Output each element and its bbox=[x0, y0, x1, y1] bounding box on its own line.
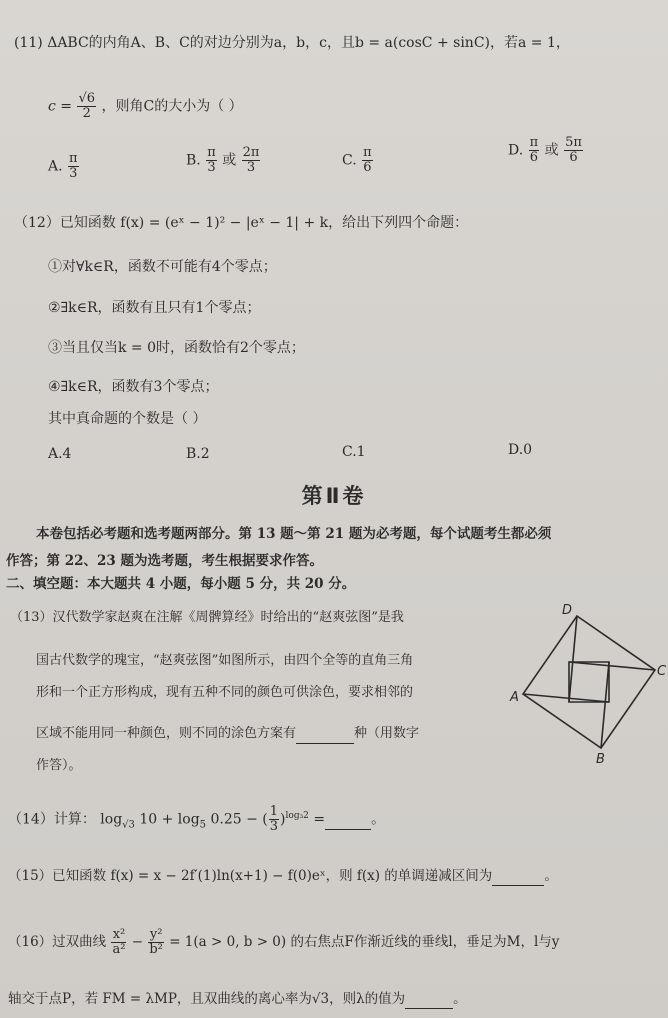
q16-answer-blank[interactable] bbox=[405, 990, 453, 1009]
q16-line1 bbox=[8, 928, 559, 957]
q11-opt-c-den: 6 bbox=[363, 160, 372, 175]
q14-base1: √3 bbox=[122, 819, 135, 831]
section-intro-line2: 作答；第 22、23 题为选考题，考生根据要求作答。 bbox=[6, 553, 323, 569]
q16-frac-y bbox=[148, 928, 164, 957]
inner-line-d bbox=[569, 616, 577, 702]
q14-frac bbox=[269, 805, 279, 834]
q11-option-b-frac1 bbox=[206, 146, 217, 175]
q14-equals: = bbox=[308, 811, 326, 828]
inner-line-b bbox=[601, 662, 609, 748]
q11-option-b-or: 或 bbox=[222, 152, 237, 169]
q12-option-a: A.4 bbox=[48, 446, 72, 462]
q11-stem-a: ΔABC的内角A、B、C的对边分别为a，b，c，且b = a(cosC + sinC)，若a = 1， bbox=[47, 35, 570, 51]
q16-prefix: （16）过双曲线 bbox=[8, 934, 107, 950]
q15-answer-blank[interactable] bbox=[492, 867, 544, 886]
q11-opt-d-den1: 6 bbox=[529, 150, 539, 165]
q11-opt-d-num2: 5π bbox=[565, 135, 582, 150]
q11-opt-b-den1: 3 bbox=[207, 160, 216, 175]
q16-frac-x-den: a² bbox=[112, 942, 126, 957]
fig-label-b: B bbox=[596, 752, 605, 767]
q16-mid: = 1(a > 0, b > 0) 的右焦点F作渐近线的垂线l，垂足为M，l与y bbox=[169, 934, 560, 950]
q15-text: （15）已知函数 f(x) = x − 2f′(1)ln(x+1) − f(0)eˣ，则 f(x) 的单调递减区间为 bbox=[8, 868, 493, 884]
q16-minus: − bbox=[131, 934, 144, 950]
q11-option-d-letter: D. bbox=[508, 142, 524, 159]
q16-frac-y-den: b² bbox=[149, 942, 163, 957]
q11-stem-b: ，则角C的大小为（ ） bbox=[101, 98, 243, 115]
q12-stem: （12）已知函数 f(x) = (eˣ − 1)² − |eˣ − 1| + k，给出下列四个命题： bbox=[14, 215, 469, 231]
q14-frac-den: 3 bbox=[269, 819, 279, 834]
outer-square bbox=[523, 616, 655, 748]
q15-line bbox=[8, 867, 558, 886]
q14-term: 10 + log bbox=[139, 811, 200, 828]
inner-line-a bbox=[523, 694, 609, 702]
q13-line4-a: 区域不能用同一种颜色，则不同的涂色方案有 bbox=[36, 726, 297, 741]
q14-frac-num: 1 bbox=[269, 804, 279, 819]
q12-statement-3: ③当且仅当k = 0时，函数恰有2个零点； bbox=[48, 340, 305, 356]
section-heading: 二、填空题：本大题共 4 小题，每小题 5 分，共 20 分。 bbox=[6, 576, 356, 592]
q11-option-c bbox=[342, 146, 374, 175]
q13-line2: 国古代数学的瑰宝，“赵爽弦图”如图所示，由四个全等的直角三角 bbox=[36, 653, 414, 668]
q11-c-den: 2 bbox=[82, 106, 91, 121]
q11-c-num: √6 bbox=[78, 91, 96, 106]
q11-opt-b-den2: 3 bbox=[246, 160, 256, 175]
inner-line-c bbox=[569, 662, 655, 670]
q14-exponent: log₃2 bbox=[285, 810, 309, 821]
q11-option-c-letter: C. bbox=[342, 152, 357, 169]
q13-line4 bbox=[36, 725, 419, 744]
q11-stem-line2 bbox=[48, 92, 243, 121]
q11-option-d-frac2 bbox=[564, 136, 583, 165]
q12-question: 其中真命题的个数是（ ） bbox=[48, 411, 207, 427]
q14-tail: 。 bbox=[371, 811, 386, 828]
q11-opt-a-den: 3 bbox=[69, 166, 78, 181]
q14-answer-blank[interactable] bbox=[325, 811, 371, 830]
q15-tail: 。 bbox=[544, 868, 558, 884]
q11-opt-d-den2: 6 bbox=[569, 150, 578, 165]
q11-opt-c-num: π bbox=[363, 145, 372, 160]
zhao-shuang-figure bbox=[500, 600, 668, 770]
q12-statement-2: ②∃k∈R，函数有且只有1个零点； bbox=[48, 300, 261, 316]
q11-number: (11) bbox=[14, 35, 43, 51]
q14-base2: 5 bbox=[199, 819, 207, 831]
q16-frac-x bbox=[111, 928, 126, 957]
inner-square bbox=[569, 662, 609, 702]
q12-statement-4: ④∃k∈R，函数有3个零点； bbox=[48, 379, 219, 395]
q11-option-d bbox=[508, 136, 584, 165]
fig-label-d: D bbox=[562, 603, 573, 618]
q11-option-c-frac bbox=[362, 146, 373, 175]
q14-close: ) bbox=[280, 811, 286, 828]
q13-line3: 形和一个正方形构成，现有五种不同的颜色可供涂色，要求相邻的 bbox=[36, 685, 414, 700]
q13-answer-blank[interactable] bbox=[296, 725, 354, 744]
q16-frac-y-num: y² bbox=[149, 927, 163, 942]
q13-line1: （13）汉代数学家赵爽在注解《周髀算经》时给出的“赵爽弦图”是我 bbox=[10, 610, 404, 625]
q11-opt-b-num1: π bbox=[207, 145, 216, 160]
q11-option-b-letter: B. bbox=[186, 152, 201, 169]
q11-option-a-letter: A. bbox=[48, 158, 63, 175]
q14-prefix: （14）计算： bbox=[8, 811, 96, 828]
q16-tail: 。 bbox=[453, 991, 467, 1007]
q12-statement-1: ①对∀k∈R，函数不可能有4个零点； bbox=[48, 259, 277, 275]
q12-option-c: C.1 bbox=[342, 444, 366, 460]
q11-c-eq: c = bbox=[48, 98, 73, 115]
q11-option-a bbox=[48, 152, 80, 181]
q11-opt-d-num1: π bbox=[529, 135, 539, 150]
q16-frac-x-num: x² bbox=[112, 927, 126, 942]
q13-line5: 作答）。 bbox=[36, 758, 82, 773]
fig-label-c: C bbox=[657, 664, 667, 679]
q11-c-fraction bbox=[77, 92, 96, 121]
q12-option-b: B.2 bbox=[186, 446, 210, 462]
q16-line2 bbox=[8, 990, 467, 1009]
q14-log1: log bbox=[100, 811, 123, 828]
q14-line bbox=[8, 805, 385, 834]
q11-option-b bbox=[186, 146, 261, 175]
q11-option-b-frac2 bbox=[242, 146, 261, 175]
q12-option-d: D.0 bbox=[508, 442, 533, 458]
q11-opt-b-num2: 2π bbox=[242, 145, 260, 160]
q16-text2: 轴交于点P，若 FM = λMP，且双曲线的离心率为√3，则λ的值为 bbox=[8, 991, 406, 1007]
q11-stem-line1 bbox=[14, 34, 570, 52]
q14-term2: 0.25 − ( bbox=[210, 811, 268, 828]
fig-label-a: A bbox=[510, 690, 519, 705]
q11-option-d-or: 或 bbox=[544, 142, 559, 159]
section-intro-line1: 本卷包括必考题和选考题两部分。第 13 题～第 21 题为必考题，每个试题考生都必须 bbox=[36, 526, 552, 542]
q13-line4-b: 种（用数字 bbox=[354, 726, 420, 741]
section-title: 第Ⅱ卷 bbox=[301, 484, 367, 508]
q11-opt-a-num: π bbox=[69, 151, 78, 166]
q11-option-a-frac bbox=[68, 152, 79, 181]
q11-option-d-frac1 bbox=[529, 136, 540, 165]
